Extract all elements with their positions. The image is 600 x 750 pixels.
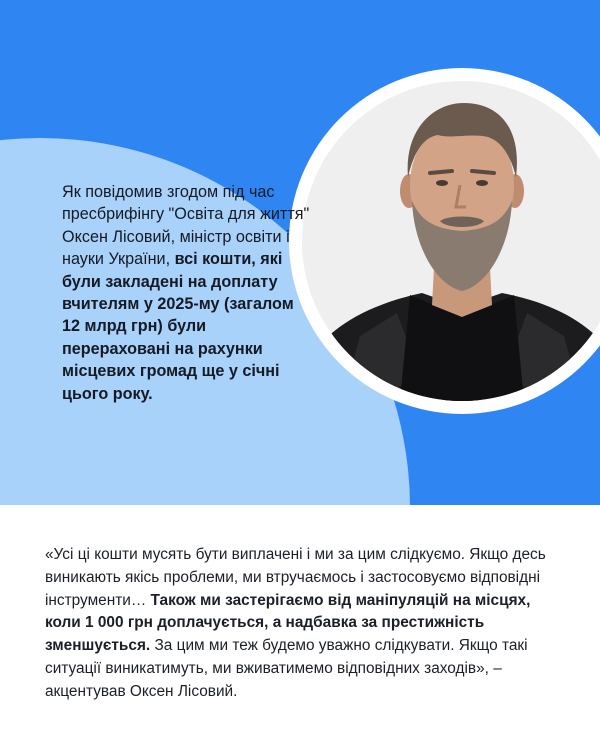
quote-paragraph: [45, 544, 565, 704]
lead-highlight-text: всі кошти, які були закладені на доплату вчителям у 2025-му (загалом 12 млрд грн) були перераховані на рахунки місцевих громад ще у січні цього року.: [62, 250, 294, 403]
lead-intro-text: Як повідомив згодом під час пресбрифінгу "Освіта для життя" Оксен Лісовий, міністр освіти і науки України,: [62, 183, 310, 269]
quote-text-part2: За цим ми теж будемо уважно слідкувати. Якщо такі ситуації виникатимуть, ми вживатимемо відповідних заходів», – акцентував Оксен Лісовий.: [45, 637, 528, 700]
quote-text-part1: «Усі ці кошти мусять бути виплачені і ми за цим слідкуємо. Якщо десь виникають якісь проблеми, ми втручаємось і застосовуємо відповідні інструменти…: [45, 546, 546, 609]
lead-paragraph: [62, 181, 314, 405]
quote-bold-text: Також ми застерігаємо від маніпуляцій на місцях, коли 1 000 грн доплачується, а надбавка за престижність зменшується.: [45, 591, 531, 655]
